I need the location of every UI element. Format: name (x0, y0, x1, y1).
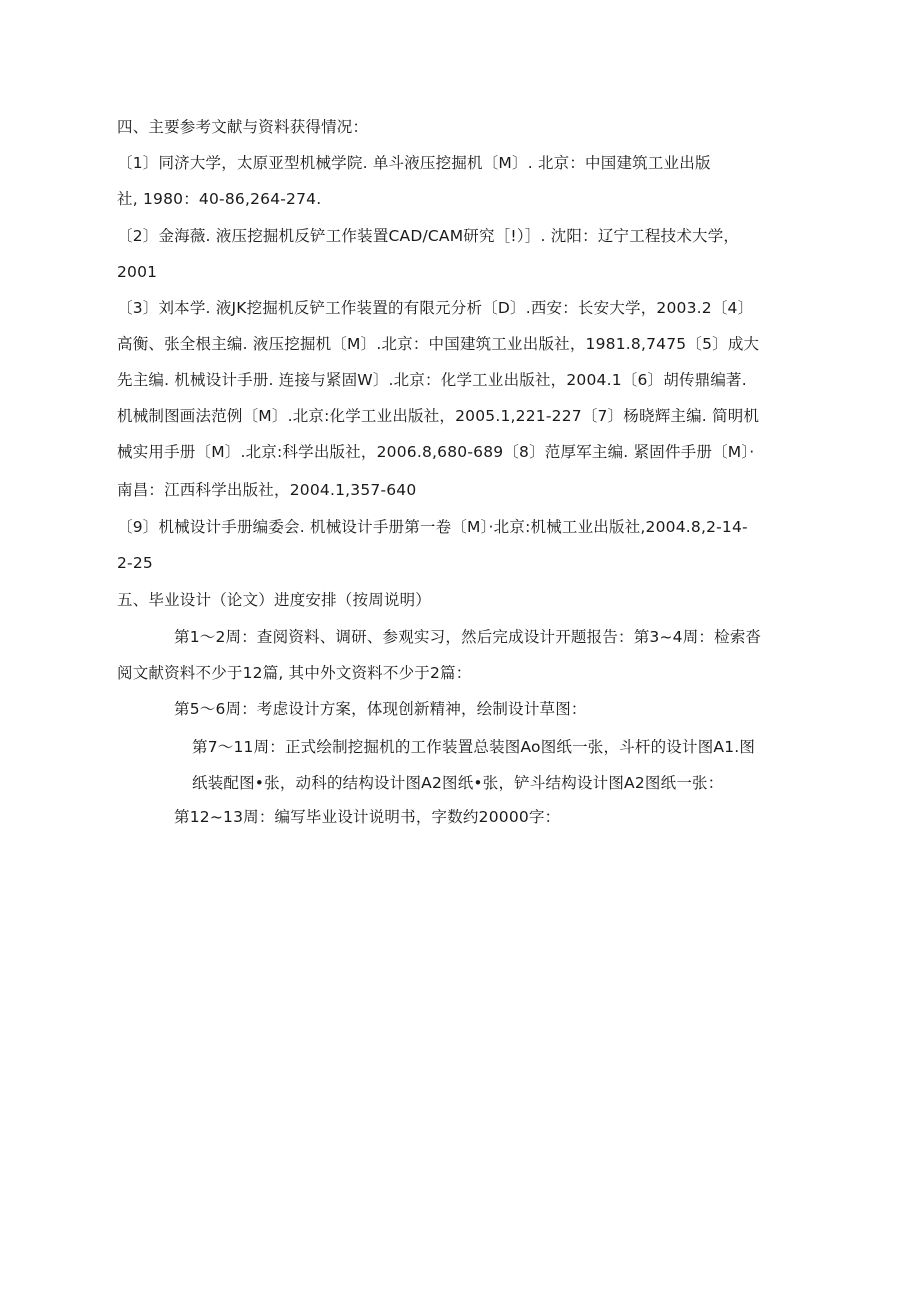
reference-line: 2-25 (117, 554, 153, 572)
reference-line: 〔3〕刘本学. 液JK挖掘机反铲工作装置的有限元分析〔D〕.西安：长安大学，2003.2〔4〕 (117, 299, 754, 317)
section-4-heading: 四、主要参考文献与资料获得情况： (117, 118, 369, 136)
schedule-line: 第12~13周：编写毕业设计说明书，字数约20000字： (174, 808, 561, 826)
schedule-line: 第5～6周：考虑设计方案，体现创新精神，绘制设计草图： (174, 700, 587, 718)
reference-line: 高衡、张全根主编. 液压挖掘机〔M〕.北京：中国建筑工业出版社，1981.8,7475〔5〕成大 (117, 335, 760, 353)
reference-line: 2001 (117, 263, 158, 281)
section-5-heading: 五、毕业设计（论文）进度安排（按周说明） (117, 591, 432, 609)
reference-line: 械实用手册〔M〕.北京:科学出版社，2006.8,680-689〔8〕范厚军主编. 紧固件手册〔M〕· (117, 443, 755, 461)
schedule-line: 纸装配图•张，动科的结构设计图A2图纸•张，铲斗结构设计图A2图纸一张： (192, 774, 724, 792)
reference-line: 先主编. 机械设计手册. 连接与紧固W〕.北京：化学工业出版社，2004.1〔6〕胡传鼎编著. (117, 371, 747, 389)
reference-line: 机械制图画法范例〔M〕.北京:化学工业出版社，2005.1,221-227〔7〕杨晓辉主编. 简明机 (117, 407, 760, 425)
reference-line: 南昌：江西科学出版社，2004.1,357-640 (117, 481, 417, 499)
schedule-line: 第7～11周：正式绘制挖掘机的工作装置总装图Ao图纸一张，斗杆的设计图A1.图 (192, 738, 756, 756)
reference-line: 〔1〕同济大学，太原亚型机械学院. 单斗液压挖掘机〔M〕. 北京：中国建筑工业出版 (117, 154, 711, 172)
reference-line: 〔2〕金海薇. 液压挖掘机反铲工作装置CAD/CAM研究［!）］. 沈阳：辽宁工程技术大学， (117, 227, 740, 245)
reference-line: 社, 1980：40-86,264-274. (117, 190, 322, 208)
schedule-line: 阅文献资料不少于12篇, 其中外文资料不少于2篇： (117, 664, 472, 682)
schedule-line: 第1～2周：查阅资料、调研、参观实习，然后完成设计开题报告：第3~4周：检索沓 (174, 628, 762, 646)
reference-line: 〔9〕机械设计手册编委会. 机械设计手册第一卷〔M〕·北京:机械工业出版社,2004.8,2-14- (117, 518, 748, 536)
